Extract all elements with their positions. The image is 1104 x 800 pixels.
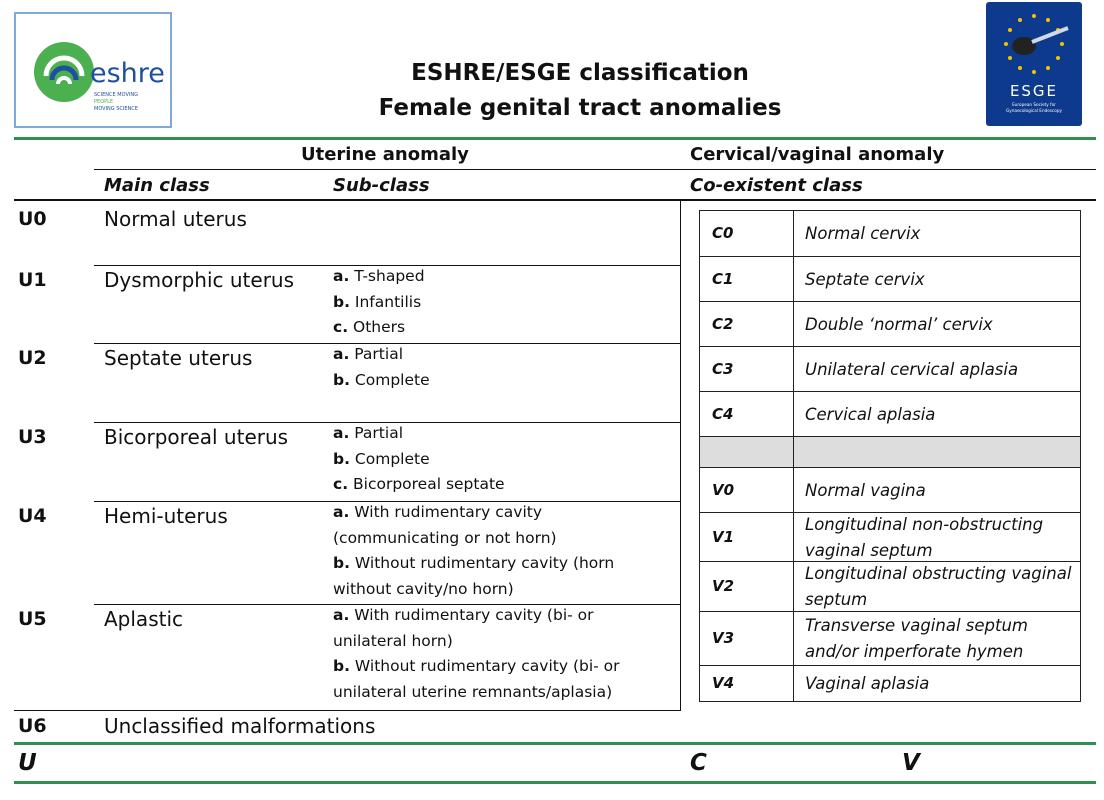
- class-code-u2: U2: [18, 347, 47, 369]
- sub-class-item: b. Complete: [333, 449, 430, 468]
- sub-class-item-continuation: unilateral uterine remnants/aplasia): [333, 682, 613, 701]
- esge-logo-text: ESGE: [1009, 82, 1059, 100]
- svg-text:PEOPLE: PEOPLE: [94, 99, 114, 105]
- cv-row-v0: [700, 467, 1080, 512]
- sub-class-item-continuation: unilateral horn): [333, 631, 453, 650]
- bottom-divider-bottom: [14, 781, 1096, 784]
- title-line-2: Female genital tract anomalies: [378, 95, 782, 121]
- cv-code: V3: [712, 629, 735, 647]
- sub-class-item: b. Infantilis: [333, 292, 422, 311]
- row-divider: [94, 422, 680, 423]
- co-existent-class-header: Co-existent class: [690, 175, 863, 196]
- cv-code: C0: [712, 223, 734, 242]
- cv-description: Vaginal aplasia: [805, 674, 930, 693]
- sub-class-item: b. Complete: [333, 370, 430, 389]
- pane-separator: [680, 201, 681, 711]
- class-code-u6: U6: [18, 715, 47, 737]
- class-name-u2: Septate uterus: [104, 346, 253, 370]
- row-divider: [94, 501, 680, 502]
- sub-class-list-u4: [333, 500, 673, 602]
- bottom-code-c: C: [690, 750, 707, 776]
- sub-class-header: Sub-class: [333, 175, 430, 196]
- cv-row-c1: [700, 256, 1080, 301]
- cv-description: Longitudinal non-obstructing vaginal septum: [805, 514, 1044, 560]
- cervical-vaginal-header: Cervical/vaginal anomaly: [690, 144, 945, 165]
- sub-class-list-u5: [333, 603, 673, 705]
- cv-code: V4: [712, 674, 735, 692]
- cv-code: C4: [712, 404, 734, 423]
- class-name-u5: Aplastic: [104, 607, 184, 631]
- class-code-u1: U1: [18, 269, 47, 291]
- class-code-u3: U3: [18, 426, 47, 448]
- page-title: [300, 56, 860, 126]
- sub-class-list-u2: [333, 342, 673, 393]
- cervical-vaginal-table: [699, 210, 1081, 702]
- sub-class-item-continuation: without cavity/no horn): [333, 579, 514, 598]
- class-name-u1: Dysmorphic uterus: [104, 268, 295, 292]
- cv-description: Normal cervix: [805, 223, 921, 243]
- cv-row-v3: [700, 611, 1080, 665]
- sub-class-item: a. With rudimentary cavity: [333, 503, 543, 521]
- class-code-u4: U4: [18, 505, 47, 527]
- cv-description: Double ‘normal’ cervix: [805, 314, 993, 334]
- svg-text:MOVING SCIENCE: MOVING SCIENCE: [94, 106, 138, 112]
- main-class-header: Main class: [104, 175, 210, 196]
- cv-row-c0: [700, 211, 1080, 256]
- bottom-code-v: V: [902, 750, 920, 776]
- bottom-code-u: U: [18, 750, 37, 776]
- class-name-u3: Bicorporeal uterus: [104, 425, 289, 449]
- svg-text:Gynaecological Endoscopy: Gynaecological Endoscopy: [1006, 108, 1062, 113]
- cv-code: V0: [712, 480, 735, 499]
- sub-class-item: a. Partial: [333, 345, 403, 363]
- bottom-divider-top: [14, 742, 1096, 745]
- uterine-anomaly-header: Uterine anomaly: [301, 144, 469, 165]
- cv-row-v4: [700, 665, 1080, 701]
- row-divider: [94, 265, 680, 266]
- cv-code: C2: [712, 314, 734, 333]
- sub-class-item: a. Partial: [333, 424, 403, 442]
- class-code-u5: U5: [18, 608, 47, 630]
- sub-class-list-u1: [333, 264, 673, 341]
- cv-code: V2: [712, 577, 735, 595]
- sub-class-item: b. Without rudimentary cavity (horn: [333, 554, 615, 572]
- header-divider: [94, 169, 1096, 170]
- cv-row-v1: [700, 512, 1080, 561]
- svg-text:SCIENCE MOVING: SCIENCE MOVING: [94, 92, 138, 98]
- esge-logo: [986, 2, 1082, 126]
- cv-description: Normal vagina: [805, 480, 926, 500]
- sub-class-list-u3: [333, 421, 673, 498]
- cv-code: C1: [712, 269, 734, 288]
- sub-class-item: a. With rudimentary cavity (bi- or: [333, 606, 594, 624]
- cv-row-c3: [700, 346, 1080, 391]
- row-divider: [94, 343, 680, 344]
- cv-row-c2: [700, 301, 1080, 346]
- sub-class-item: a. T-shaped: [333, 267, 425, 285]
- eshre-logo-text: eshre: [90, 58, 165, 89]
- cv-row-v2: [700, 561, 1080, 611]
- svg-text:European Society for: European Society for: [1012, 102, 1056, 107]
- cv-code: V1: [712, 527, 735, 546]
- sub-class-item: c. Others: [333, 318, 406, 336]
- sub-class-item-continuation: (communicating or not horn): [333, 528, 557, 547]
- row-divider: [94, 604, 680, 605]
- cv-description: Transverse vaginal septum and/or imperforate hymen: [805, 616, 1028, 661]
- cv-description: Unilateral cervical aplasia: [805, 359, 1019, 379]
- class-name-u6: Unclassified malformations: [104, 714, 376, 738]
- cv-row-c4: [700, 391, 1080, 436]
- title-line-1: ESHRE/ESGE classification: [411, 60, 749, 86]
- sub-class-item: c. Bicorporeal septate: [333, 475, 505, 493]
- cv-description: Cervical aplasia: [805, 404, 936, 424]
- sub-class-item: b. Without rudimentary cavity (bi- or: [333, 657, 620, 675]
- class-code-u0: U0: [18, 208, 47, 230]
- class-name-u0: Normal uterus: [104, 207, 247, 231]
- header-bottom-divider: [14, 199, 1096, 201]
- cv-description: Septate cervix: [805, 269, 925, 289]
- cv-row-spacer: [700, 436, 1080, 467]
- row-divider: [14, 710, 680, 711]
- cv-description: Longitudinal obstructing vaginal septum: [805, 564, 1072, 609]
- class-name-u4: Hemi-uterus: [104, 504, 228, 528]
- eshre-logo: [14, 12, 172, 128]
- cv-code: C3: [712, 359, 734, 378]
- top-divider: [14, 137, 1096, 140]
